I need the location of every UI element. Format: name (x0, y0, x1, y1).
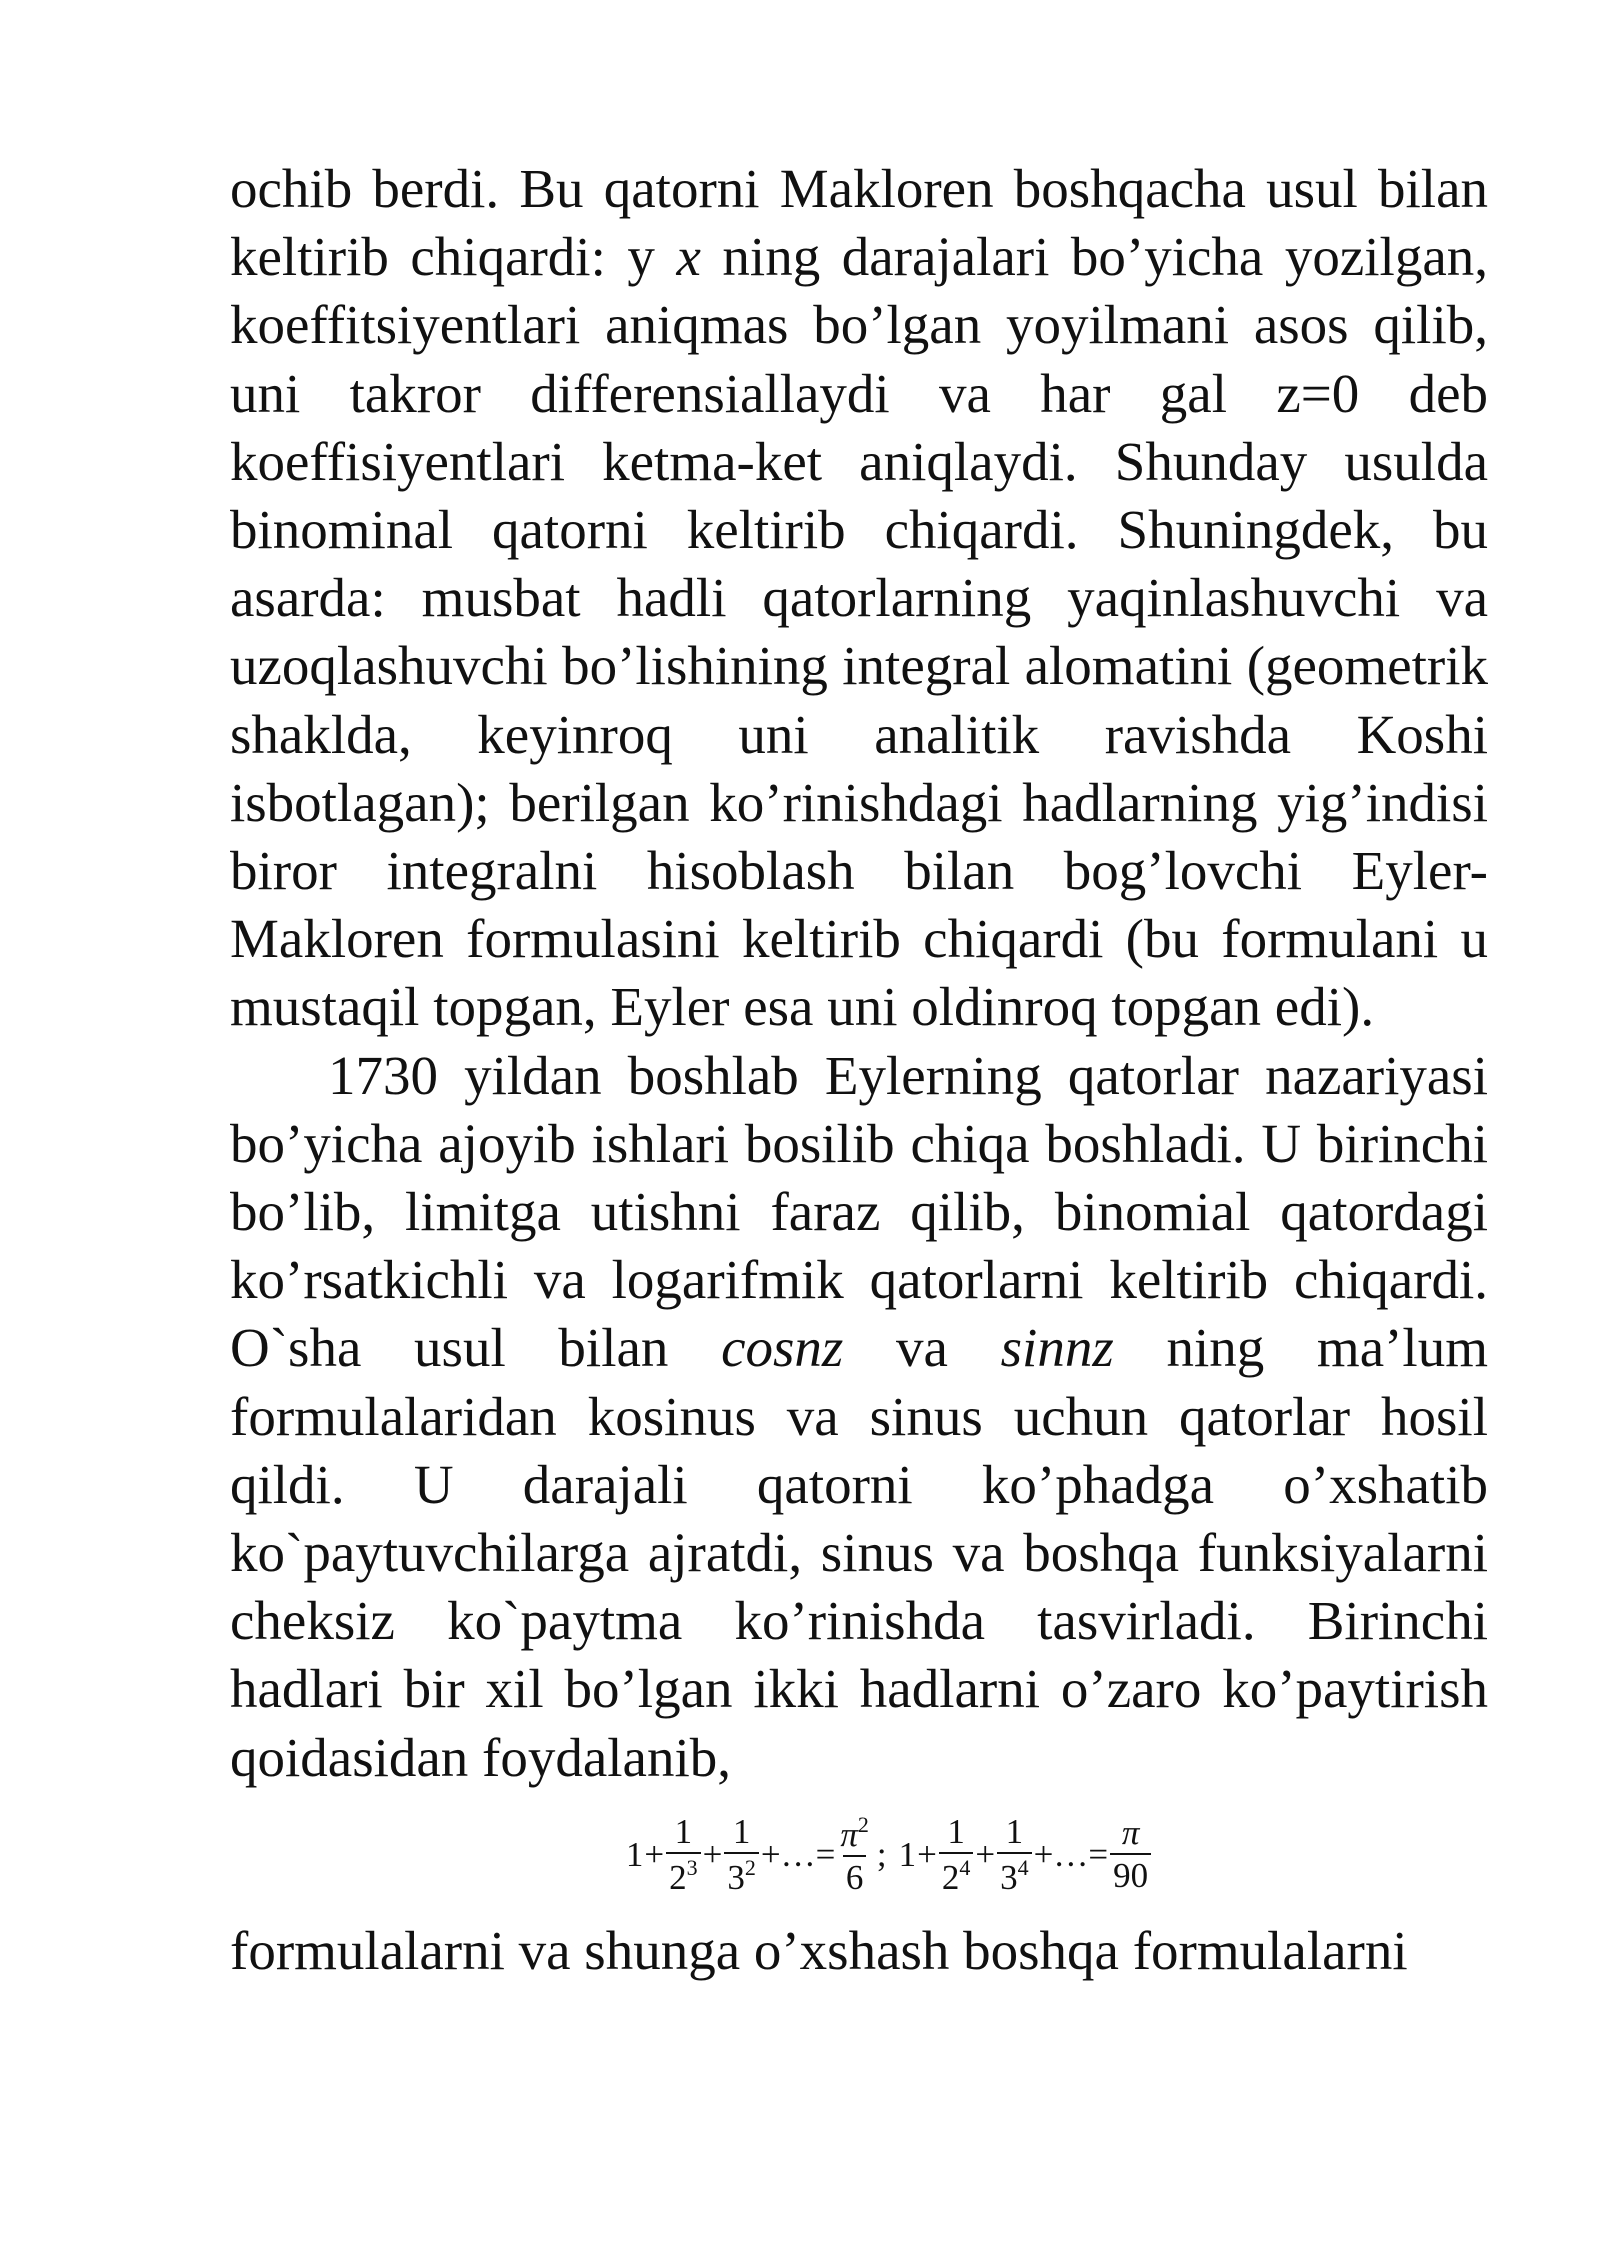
paragraph-2: 1730 yildan boshlab Eylerning qatorlar nazariyasi bo’yicha ajoyib ishlari bosilib chiqa boshladi. U birinchi bo’lib, limitga utishni faraz qilib, binomial qatordagi ko’rsatkichli va logarifmik qatorlarni keltirib chiqardi. O`sha usul bilan cosnz va sinnz ning ma’lum formulalaridan kosinus va sinus uchun qatorlar hosil qildi. U darajali qatorni ko’phadga o’xshatib ko`paytuvchilarga ajratdi, sinus va boshqa funksiyalarni cheksiz ko`paytma ko’rinishda tasvirladi. Birinchi hadlari bir xil bo’lgan ikki hadlarni o’zaro ko’paytirish qoidasidan foydalanib, (230, 1044, 1488, 1788)
variable-x: x (676, 226, 701, 288)
document-page (230, 155, 1488, 1985)
fraction-1-over-3-squared: $\frac{1}{3^2}$ (724, 1814, 759, 1895)
paragraph-3: formulalarni va shunga o’xshash boshqa formulalarni (230, 1919, 1408, 1981)
fraction-1-over-2-cubed: $\frac{1}{2^3}$ (666, 1814, 701, 1895)
series-formula: 1 + $\frac{1}{2^3}$ + $\frac{1}{3^2}$ +…= $\frac{\pi^2}{6}$ ; 1 + $\frac{1}{2^4}$ + $\frac{1}{3^4}$ +…= $\frac{\pi}{90}$ (230, 1792, 1488, 1917)
fraction-1-over-2-fourth: $\frac{1}{2^4}$ (939, 1814, 974, 1895)
fraction-pi-over-90: $\frac{\pi}{90}$ (1110, 1815, 1151, 1893)
term-sinnz: sinnz (1000, 1317, 1114, 1379)
fraction-1-over-3-fourth: $\frac{1}{3^4}$ (997, 1814, 1032, 1895)
paragraph-1: ochib berdi. Bu qatorni Makloren boshqacha usul bilan keltirib chiqardi: y x ning darajalari bo’yicha yozilgan, koeffitsiyentlari aniqmas bo’lgan yoyilmani asos qilib, uni takror differensiallaydi va har gal z=0 deb koeffisiyentlari ketma-ket aniqlaydi. Shunday usulda binominal qatorni keltirib chiqardi. Shuningdek, bu asarda: musbat hadli qatorlarning yaqinlashuvchi va uzoqlashuvchi bo’lishining integral alomatini (geometrik shaklda, keyinroq uni analitik ravishda Koshi isbotlagan); berilgan ko’rinishdagi hadlarning yig’indisi biror integralni hisoblash bilan bog’lovchi Eyler-Makloren formulasini keltirib chiqardi (bu formulani u mustaqil topgan, Eyler esa uni oldinroq topgan edi). (230, 158, 1488, 1038)
fraction-pi-squared-over-6: $\frac{\pi^2}{6}$ (840, 1811, 869, 1897)
term-cosnz: cosnz (721, 1317, 844, 1379)
